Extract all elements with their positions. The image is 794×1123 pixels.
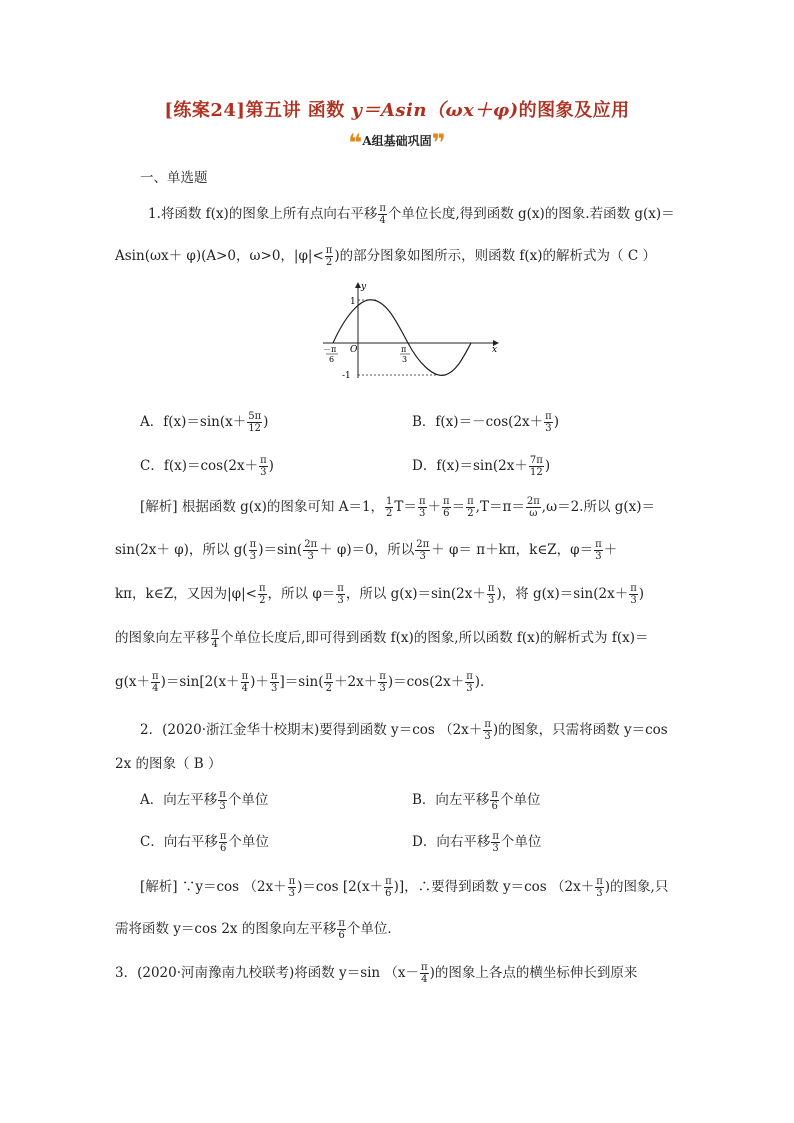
fraction xyxy=(487,584,496,606)
a2-text: )＝cos [2(x＋ xyxy=(297,879,384,895)
frac-num: π xyxy=(219,788,226,800)
a1-text: ,ω＝2.所以 g(x)＝ xyxy=(541,499,656,515)
opt-text: C．向右平移 xyxy=(140,834,218,850)
frac-den: 12 xyxy=(529,466,543,478)
fraction xyxy=(420,963,429,985)
opt-text: ) xyxy=(263,414,269,430)
frac-den: 3 xyxy=(595,550,602,562)
q1-option-d xyxy=(412,454,550,478)
opt-text: 个单位 xyxy=(227,792,269,808)
left-tick-den: 6 xyxy=(329,355,335,364)
frac-num: π xyxy=(338,917,345,929)
frac-den: 3 xyxy=(545,422,552,434)
fraction xyxy=(259,456,268,478)
group-subtitle xyxy=(0,129,794,157)
x-axis-label: x xyxy=(492,345,498,355)
frac-den: 3 xyxy=(419,550,426,562)
frac-den: 6 xyxy=(443,507,450,519)
a1-text: 的图象向左平移 xyxy=(115,630,210,646)
q2-option-b xyxy=(412,788,541,812)
frac-num: π xyxy=(545,410,552,422)
fraction xyxy=(442,497,451,519)
a1-text: g(x＋ xyxy=(115,674,151,690)
right-tick-num: π xyxy=(401,345,407,354)
section-heading: 一、单选题 xyxy=(140,170,208,186)
opt-text: B．f(x)＝－cos(2x＋ xyxy=(412,414,544,430)
frac-den: 3 xyxy=(487,594,495,606)
a1-text: ]＝sin( xyxy=(279,674,324,690)
frac-den: 4 xyxy=(211,638,218,650)
a1-text: )＝sin( xyxy=(258,542,303,558)
fraction xyxy=(151,672,160,694)
frac-num: π xyxy=(418,495,426,507)
y-bottom-label: -1 xyxy=(342,371,351,380)
frac-den: 3 xyxy=(492,842,499,854)
fraction xyxy=(544,412,553,434)
frac-den: 6 xyxy=(338,929,345,941)
frac-num: π xyxy=(379,670,386,682)
fraction xyxy=(378,204,387,226)
a1-line2 xyxy=(115,538,617,562)
fraction xyxy=(211,628,220,650)
q2-option-a xyxy=(140,788,268,812)
frac-den: 3 xyxy=(249,550,257,562)
q1-option-c xyxy=(140,454,274,478)
a2-text: 需将函数 y＝cos 2x 的图象向左平移 xyxy=(115,921,337,937)
y-top-label: 1 xyxy=(350,297,356,307)
fraction xyxy=(337,919,346,941)
frac-num: π xyxy=(421,961,428,973)
frac-den: 4 xyxy=(152,682,159,694)
frac-num: π xyxy=(337,582,344,594)
q2-option-d xyxy=(412,830,541,854)
frac-num: π xyxy=(152,670,159,682)
fraction xyxy=(218,790,227,812)
title-prefix: [练案24]第五讲 函数 xyxy=(164,100,352,121)
frac-num: 2π xyxy=(526,495,540,507)
frac-num: 2π xyxy=(416,538,430,550)
frac-den: 6 xyxy=(385,887,392,899)
q2-stem-line1 xyxy=(140,718,668,742)
frac-num: π xyxy=(241,670,249,682)
frac-den: 3 xyxy=(484,730,491,742)
a2-text: )的图象,只 xyxy=(604,879,669,895)
frac-num: π xyxy=(211,626,219,638)
frac-den: 3 xyxy=(219,800,226,812)
y-axis-label: y xyxy=(361,282,367,292)
q3-stem xyxy=(115,961,637,985)
opt-text: D．f(x)＝sin(2x＋ xyxy=(412,458,528,474)
fraction xyxy=(385,497,393,519)
a1-text: )，将 g(x)＝sin(2x＋ xyxy=(496,586,629,602)
q3-text: )的图象上各点的横坐标伸长到原来 xyxy=(429,965,638,981)
q1-stem-line1 xyxy=(148,202,675,226)
opt-text: 个单位 xyxy=(500,834,542,850)
a2-text: [解析] ∵y＝cos （2x＋ xyxy=(140,879,287,895)
fraction xyxy=(415,540,430,562)
fraction xyxy=(258,584,267,606)
frac-num: π xyxy=(487,582,495,594)
title-suffix: 的图象及应用 xyxy=(518,100,630,121)
frac-num: π xyxy=(630,582,637,594)
origin-label: O xyxy=(350,345,358,355)
close-quote-icon: ❞ xyxy=(431,129,446,157)
fraction xyxy=(247,412,262,434)
subtitle-text: A组基础巩固 xyxy=(362,134,432,148)
fraction xyxy=(629,584,638,606)
a1-text: ＋ φ＝ π＋kπ，k∈Z，φ＝ xyxy=(431,542,594,558)
a1-text: )＝sin[2(x＋ xyxy=(160,674,240,690)
fraction xyxy=(325,246,334,268)
fraction xyxy=(219,832,228,854)
a1-text: [解析] 根据函数 g(x)的图象可知 A＝1， xyxy=(140,499,385,515)
frac-num: π xyxy=(270,670,278,682)
right-tick-den: 3 xyxy=(402,355,408,364)
q1-text: )的部分图象如图所示，则函数 f(x)的解析式为（ C ） xyxy=(334,248,656,264)
opt-text: D．向右平移 xyxy=(412,834,491,850)
frac-den: 4 xyxy=(241,682,249,694)
fraction xyxy=(526,497,541,519)
frac-num: π xyxy=(325,244,333,256)
opt-text: B．向左平移 xyxy=(412,792,490,808)
frac-den: 2 xyxy=(259,594,266,606)
opt-text: A．向左平移 xyxy=(140,792,218,808)
a1-text: ＝ xyxy=(451,499,466,515)
frac-num: π xyxy=(466,670,473,682)
a1-text: ＋2x＋ xyxy=(334,674,378,690)
frac-num: 5π xyxy=(248,410,262,422)
opt-text: 个单位 xyxy=(228,834,269,850)
frac-den: 4 xyxy=(421,973,428,985)
frac-den: ω xyxy=(529,507,538,519)
opt-text: C．f(x)＝cos(2x＋ xyxy=(140,458,259,474)
frac-den: 3 xyxy=(288,887,296,899)
frac-den: 3 xyxy=(596,887,603,899)
fraction xyxy=(490,790,499,812)
frac-num: π xyxy=(219,830,227,842)
a1-text: ＋ xyxy=(603,542,618,558)
sine-graph xyxy=(318,280,503,380)
a2-line1 xyxy=(140,875,668,899)
frac-num: π xyxy=(379,202,386,214)
frac-num: π xyxy=(484,718,491,730)
q1-text: 1.将函数 f(x)的图象上所有点向右平移 xyxy=(148,206,378,222)
frac-num: 2π xyxy=(304,538,318,550)
fraction xyxy=(303,540,318,562)
left-tick-num: －π xyxy=(323,345,337,354)
a1-text: ＋ xyxy=(427,499,442,515)
frac-num: 7π xyxy=(529,454,543,466)
q2-option-c xyxy=(140,830,269,854)
fraction xyxy=(249,540,258,562)
frac-num: π xyxy=(260,454,267,466)
q2-stem-line2: 2x 的图象（ B ） xyxy=(115,756,222,772)
frac-den: 6 xyxy=(219,842,227,854)
frac-den: 3 xyxy=(271,682,278,694)
a1-text: ，所以 g(x)＝sin(2x＋ xyxy=(345,586,486,602)
frac-num: π xyxy=(258,582,266,594)
fraction xyxy=(324,672,333,694)
fraction xyxy=(466,497,475,519)
fraction xyxy=(378,672,387,694)
fraction xyxy=(288,877,297,899)
frac-num: π xyxy=(249,538,257,550)
a1-text: kπ，k∈Z，又因为|φ|< xyxy=(115,586,257,602)
a1-text: ，所以 φ＝ xyxy=(267,586,336,602)
q1-option-b xyxy=(412,410,559,434)
fraction xyxy=(491,832,500,854)
frac-den: 3 xyxy=(337,594,344,606)
opt-text: ) xyxy=(553,414,560,430)
q1-text: 个单位长度,得到函数 g(x)的图象.若函数 g(x)＝ xyxy=(387,206,675,222)
a1-text: )＋ xyxy=(250,674,269,690)
frac-num: π xyxy=(596,875,603,887)
a2-text: 个单位． xyxy=(346,921,401,937)
a1-text: ＋ φ)＝0，所以 xyxy=(319,542,415,558)
frac-den: 2 xyxy=(386,507,393,519)
frac-den: 2 xyxy=(325,256,333,268)
q1-stem-line2 xyxy=(115,244,656,268)
open-quote-icon: ❝ xyxy=(348,129,363,157)
frac-num: π xyxy=(288,875,296,887)
title-formula: y＝Asin（ωx＋φ) xyxy=(351,100,519,121)
fraction xyxy=(595,877,604,899)
frac-den: 6 xyxy=(491,800,498,812)
opt-text: 个单位 xyxy=(500,792,541,808)
q2-text: )的图象，只需将函数 y＝cos xyxy=(492,722,668,738)
frac-num: π xyxy=(492,830,499,842)
frac-den: 3 xyxy=(419,507,426,519)
page-title xyxy=(0,96,794,122)
a1-line1 xyxy=(140,495,655,519)
q2-text: 2．(2020·浙江金华十校期末)要得到函数 y＝cos （2x＋ xyxy=(140,722,483,738)
frac-den: 12 xyxy=(248,422,262,434)
q3-text: 3．(2020·河南豫南九校联考)将函数 y＝sin （x－ xyxy=(115,965,420,981)
a1-text: T＝ xyxy=(394,499,417,515)
a1-line5 xyxy=(115,670,494,694)
a1-line3 xyxy=(115,582,644,606)
a1-text: ) xyxy=(638,586,645,602)
fraction xyxy=(270,672,279,694)
frac-num: π xyxy=(325,670,333,682)
frac-den: 2 xyxy=(325,682,332,694)
fraction xyxy=(594,540,603,562)
a1-text: )． xyxy=(474,674,494,690)
frac-num: 1 xyxy=(386,495,393,507)
fraction xyxy=(384,877,393,899)
a1-line4 xyxy=(115,626,648,650)
fraction xyxy=(483,720,492,742)
opt-text: ) xyxy=(268,458,274,474)
frac-den: 3 xyxy=(379,682,386,694)
frac-num: π xyxy=(595,538,602,550)
frac-num: π xyxy=(443,495,450,507)
a1-text: ,T＝π＝ xyxy=(475,499,525,515)
opt-text: ) xyxy=(544,458,551,474)
frac-den: 2 xyxy=(467,507,474,519)
a1-text: )＝cos(2x＋ xyxy=(387,674,465,690)
q1-text: Asin(ωx＋ φ)(A>0，ω>0，|φ|< xyxy=(115,248,324,264)
frac-num: π xyxy=(385,875,392,887)
fraction xyxy=(465,672,474,694)
fraction xyxy=(241,672,250,694)
frac-num: π xyxy=(491,788,498,800)
frac-den: 3 xyxy=(260,466,267,478)
a1-text: 个单位长度后,即可得到函数 f(x)的图象,所以函数 f(x)的解析式为 f(x)＝ xyxy=(220,630,649,646)
a2-text: )]，∴要得到函数 y＝cos （2x＋ xyxy=(393,879,595,895)
frac-den: 3 xyxy=(466,682,473,694)
frac-den: 3 xyxy=(307,550,314,562)
frac-den: 3 xyxy=(630,594,637,606)
fraction xyxy=(336,584,345,606)
q1-option-a xyxy=(140,410,268,434)
fraction xyxy=(529,456,544,478)
frac-num: π xyxy=(467,495,474,507)
a1-text: sin(2x＋ φ)，所以 g( xyxy=(115,542,248,558)
fraction xyxy=(418,497,427,519)
sine-curve xyxy=(333,300,471,376)
frac-den: 4 xyxy=(379,214,386,226)
opt-text: A．f(x)＝sin(x＋ xyxy=(140,414,247,430)
a2-line2 xyxy=(115,917,401,941)
